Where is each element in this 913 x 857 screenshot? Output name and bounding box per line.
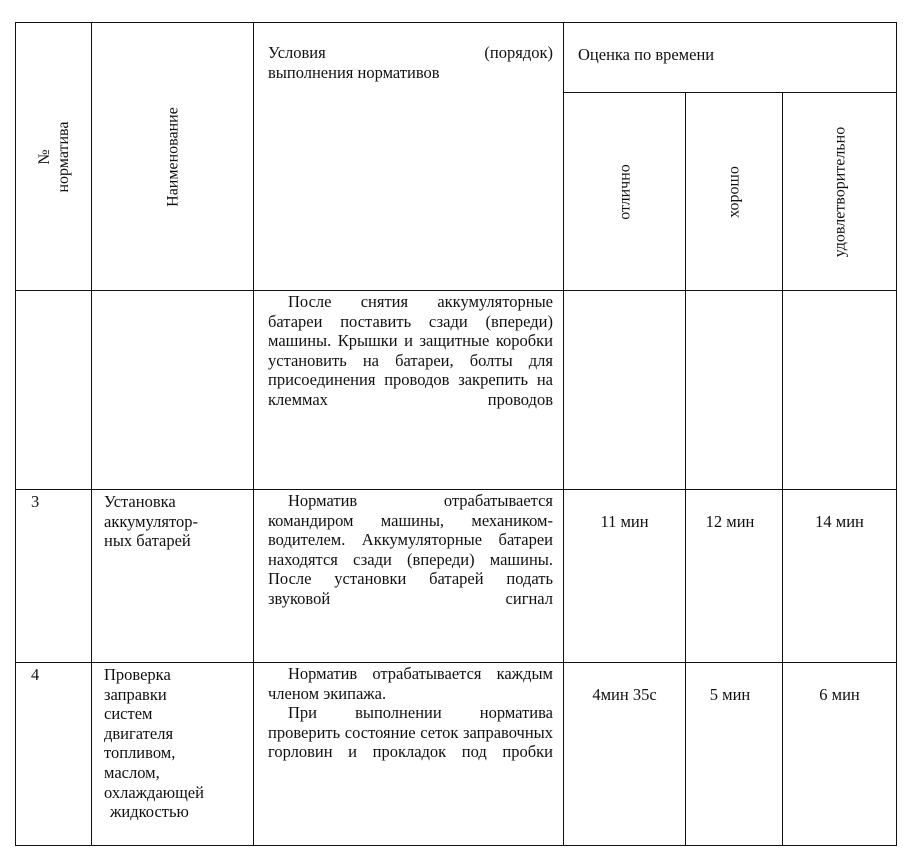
time-excellent: 4мин 35с	[564, 663, 686, 846]
header-number-sign: №	[35, 148, 53, 165]
row-number: 3	[16, 490, 92, 663]
conditions-paragraph: Норматив отрабатывается каждым членом экипажа.	[268, 664, 553, 703]
header-name	[92, 23, 254, 291]
table-row	[16, 291, 897, 490]
header-evaluation: Оценка по времени	[564, 23, 897, 93]
grade-good	[686, 93, 783, 291]
name-line: систем	[104, 704, 153, 724]
row-conditions	[254, 663, 564, 846]
table-row	[16, 663, 897, 846]
time-satisfactory	[783, 291, 897, 490]
row-conditions	[254, 490, 564, 663]
table-row	[16, 490, 897, 663]
grade-excellent	[564, 93, 686, 291]
row-name	[92, 490, 254, 663]
name-line: аккумулятор-	[104, 511, 198, 531]
header-conditions	[254, 23, 564, 291]
time-satisfactory: 14 мин	[783, 490, 897, 663]
grade-excellent-label: отлично	[616, 163, 633, 220]
conditions-paragraph: Норматив отрабатывается командиром машины, механиком-водителем. Аккумуляторные батареи находятся сзади (впереди) машины. После установки батарей подать звуковой сигнал	[268, 491, 553, 608]
time-good: 5 мин	[686, 663, 783, 846]
standards-table	[15, 22, 897, 846]
row-conditions	[254, 291, 564, 490]
name-line: Проверка	[104, 665, 171, 684]
row-name	[92, 291, 254, 490]
header-conditions-line2: выполнения нормативов	[268, 62, 440, 82]
time-good	[686, 291, 783, 490]
header-conditions-word2: (порядок)	[484, 43, 553, 62]
name-line: жидкостью	[110, 802, 189, 822]
name-line: маслом,	[104, 762, 160, 782]
name-line: ных батарей	[104, 531, 191, 551]
name-line: Установка	[104, 492, 176, 511]
time-satisfactory: 6 мин	[783, 663, 897, 846]
grade-satisfactory	[783, 93, 897, 291]
time-excellent: 11 мин	[564, 490, 686, 663]
row-number	[16, 291, 92, 490]
row-name	[92, 663, 254, 846]
header-row	[16, 23, 897, 93]
grade-satisfactory-label: удовлетворительно	[831, 126, 849, 257]
grade-good-label: хорошо	[725, 165, 743, 218]
header-conditions-word1: Условия	[268, 43, 326, 62]
header-number	[16, 23, 92, 291]
header-number-label: норматива	[54, 120, 72, 193]
conditions-paragraph: После снятия аккумуляторные батареи поставить сзади (впереди) машины. Крышки и защитные коробки установить на батареи, болты для присоединения проводов закрепить на клеммах проводов	[268, 292, 553, 409]
time-good: 12 мин	[686, 490, 783, 663]
name-line: топливом,	[104, 743, 176, 763]
name-line: охлаждающей	[104, 782, 204, 802]
time-excellent	[564, 291, 686, 490]
header-name-label: Наименование	[164, 106, 181, 207]
row-number: 4	[16, 663, 92, 846]
name-line: заправки	[104, 684, 167, 704]
conditions-paragraph: При выполнении норматива проверить состояние сеток заправочных горловин и прокладок под пробки	[268, 703, 553, 762]
name-line: двигателя	[104, 723, 174, 743]
